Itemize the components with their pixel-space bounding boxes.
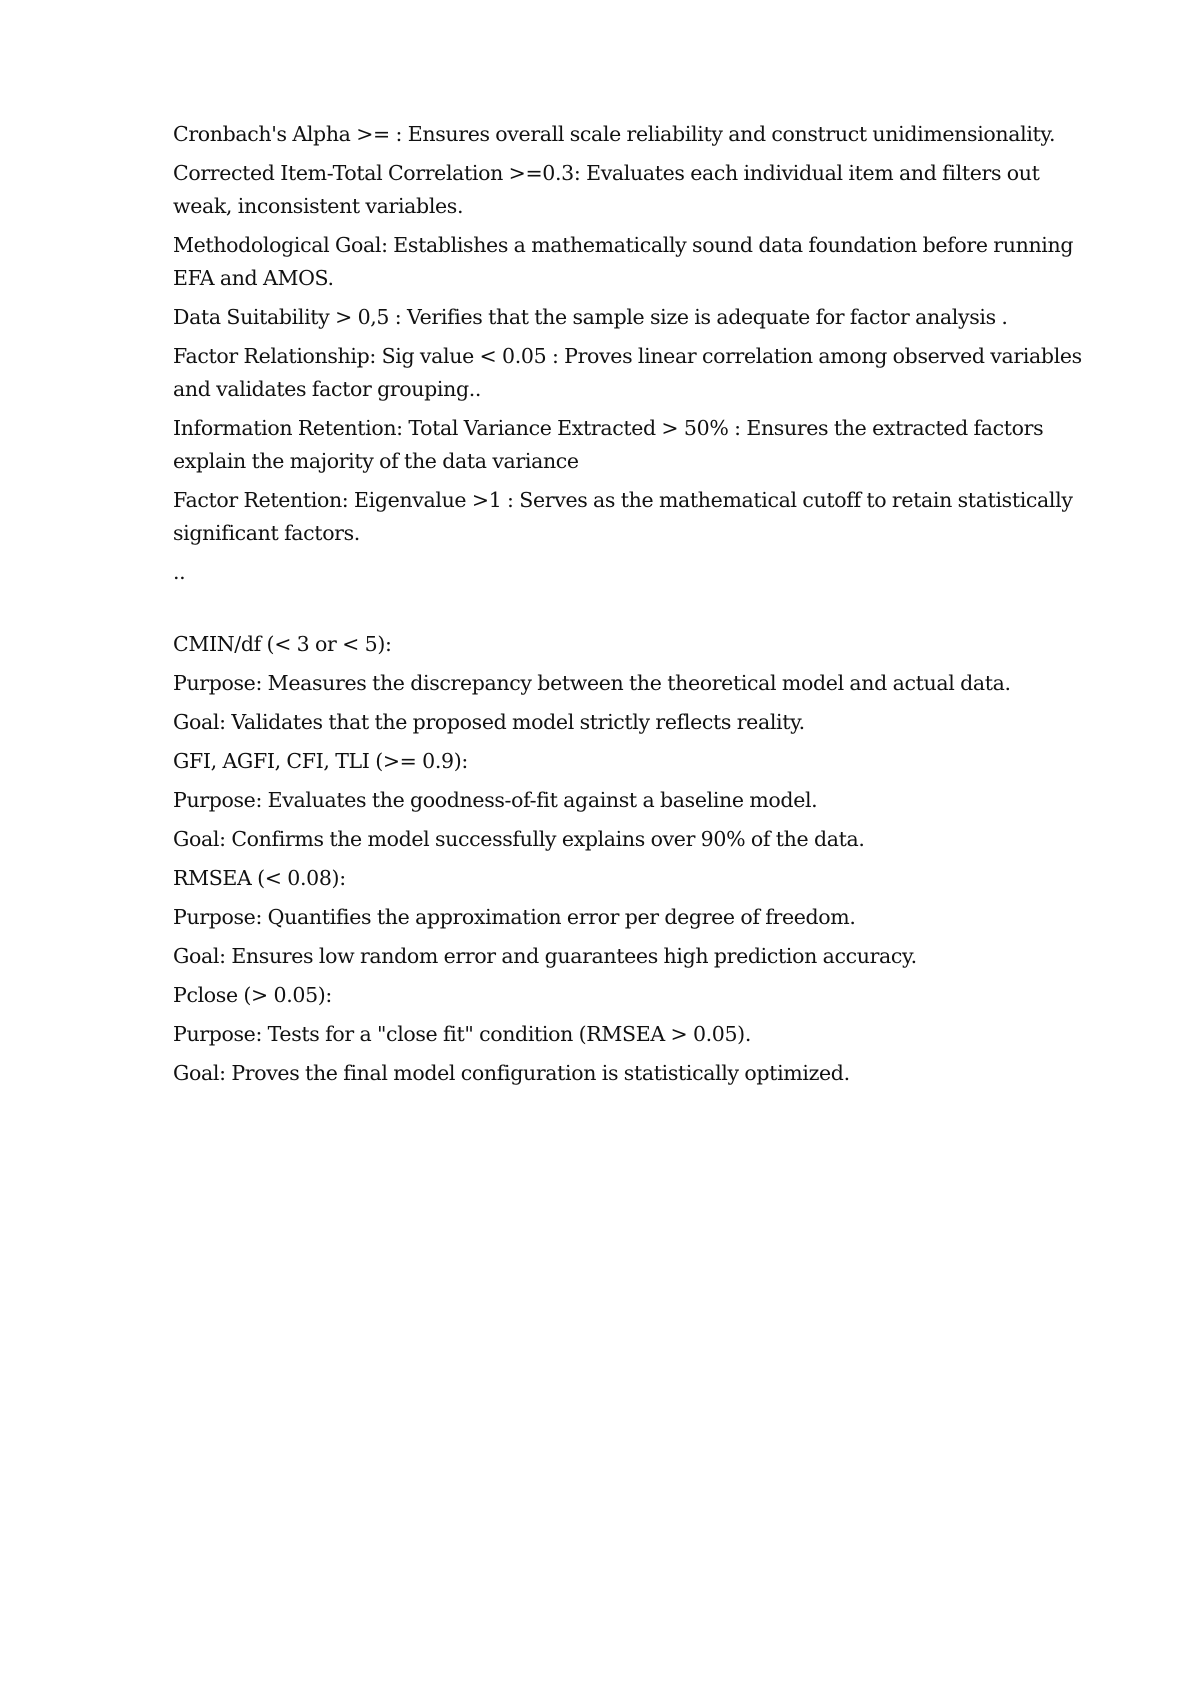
- paragraph: Factor Retention: Eigenvalue >1 : Serves as the mathematical cutoff to retain statistically significant factors.: [173, 488, 1073, 545]
- document-body: [173, 118, 1103, 1096]
- paragraph: Purpose: Measures the discrepancy between the theoretical model and actual data.: [173, 671, 1011, 695]
- paragraph: Cronbach's Alpha >= : Ensures overall scale reliability and construct unidimensionality.: [173, 122, 1056, 146]
- efa-criteria-section: [173, 118, 1103, 589]
- paragraph: Pclose (> 0.05):: [173, 983, 332, 1007]
- paragraph: CMIN/df (< 3 or < 5):: [173, 632, 392, 656]
- paragraph: Goal: Confirms the model successfully explains over 90% of the data.: [173, 827, 865, 851]
- paragraph: Data Suitability > 0,5 : Verifies that the sample size is adequate for factor analysis .: [173, 305, 1008, 329]
- model-fit-section: [173, 628, 1103, 1090]
- paragraph: Corrected Item-Total Correlation >=0.3: Evaluates each individual item and filters out weak, inconsistent variables.: [173, 161, 1040, 218]
- paragraph: Factor Relationship: Sig value < 0.05 : Proves linear correlation among observed variables and validates factor grouping..: [173, 344, 1082, 401]
- paragraph: RMSEA (< 0.08):: [173, 866, 346, 890]
- paragraph: Goal: Proves the final model configuration is statistically optimized.: [173, 1061, 850, 1085]
- paragraph: ..: [173, 560, 186, 584]
- paragraph: Goal: Validates that the proposed model strictly reflects reality.: [173, 710, 805, 734]
- paragraph: GFI, AGFI, CFI, TLI (>= 0.9):: [173, 749, 468, 773]
- paragraph: Purpose: Tests for a "close fit" condition (RMSEA > 0.05).: [173, 1022, 751, 1046]
- paragraph: Goal: Ensures low random error and guarantees high prediction accuracy.: [173, 944, 917, 968]
- paragraph: Purpose: Quantifies the approximation error per degree of freedom.: [173, 905, 856, 929]
- paragraph: Information Retention: Total Variance Extracted > 50% : Ensures the extracted factors explain the majority of the data variance: [173, 416, 1044, 473]
- paragraph: Purpose: Evaluates the goodness-of-fit against a baseline model.: [173, 788, 818, 812]
- paragraph: Methodological Goal: Establishes a mathematically sound data foundation before running EFA and AMOS.: [173, 233, 1074, 290]
- blank-line: [173, 595, 1103, 628]
